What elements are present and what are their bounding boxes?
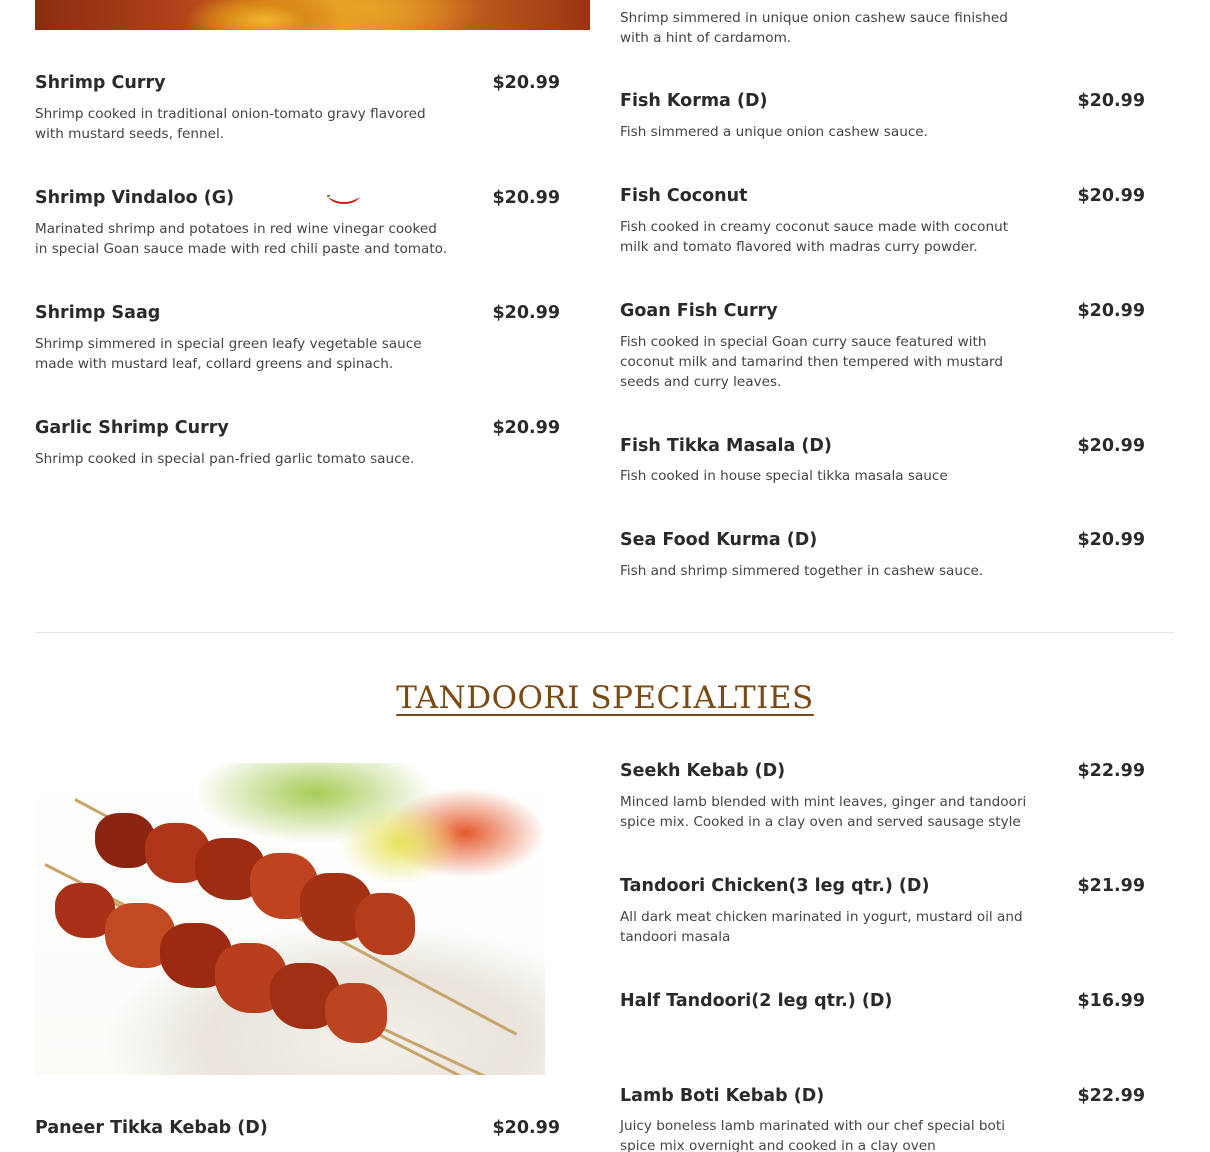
item-name: Seekh Kebab (D)	[620, 761, 786, 781]
item-description: Fish cooked in special Goan curry sauce featured with coconut milk and tamarind then tempered with mustard seeds and curry leaves.	[620, 334, 1004, 390]
item-name: Fish Tikka Masala (D)	[620, 436, 832, 456]
item-description: Fish cooked in house special tikka masala sauce	[620, 468, 948, 484]
item-price: $20.99	[1077, 530, 1145, 550]
item-name: Fish Coconut	[620, 186, 748, 206]
item-description: Fish cooked in creamy coconut sauce made with coconut milk and tomato flavored with madras curry powder.	[620, 219, 1009, 255]
item-price: $20.99	[492, 1118, 560, 1138]
item-price: $22.99	[1077, 1086, 1145, 1106]
item-name: Lamb Boti Kebab (D)	[620, 1086, 825, 1106]
item-description: Shrimp cooked in special pan-fried garlic tomato sauce.	[35, 451, 415, 467]
item-price: $20.99	[1077, 186, 1145, 206]
item-price: $20.99	[492, 418, 560, 438]
item-price: $16.99	[1077, 991, 1145, 1011]
dish-photo-tandoori	[35, 763, 545, 1075]
item-name: Garlic Shrimp Curry	[35, 418, 229, 438]
item-description: All dark meat chicken marinated in yogurt, mustard oil and tandoori masala	[620, 909, 1023, 945]
item-description: Minced lamb blended with mint leaves, ginger and tandoori spice mix. Cooked in a clay oven and served sausage style	[620, 794, 1027, 830]
item-description: Fish and shrimp simmered together in cashew sauce.	[620, 563, 984, 579]
item-description: Juicy boneless lamb marinated with our chef special boti spice mix overnight and cooked in a clay oven	[620, 1118, 1005, 1152]
item-price: $20.99	[1077, 436, 1145, 456]
section-title	[0, 680, 1210, 716]
item-name: Tandoori Chicken(3 leg qtr.) (D)	[620, 876, 930, 896]
item-description: Fish simmered a unique onion cashew sauce.	[620, 124, 928, 140]
item-name: Shrimp Curry	[35, 73, 166, 93]
item-price: $21.99	[1077, 876, 1145, 896]
section-divider	[35, 632, 1175, 633]
item-price: $20.99	[492, 303, 560, 323]
item-name: Shrimp Saag	[35, 303, 161, 323]
item-description: Shrimp simmered in unique onion cashew sauce finished with a hint of cardamom.	[620, 10, 1008, 46]
chili-pepper-icon	[327, 195, 361, 205]
item-price: $20.99	[492, 188, 560, 208]
item-description: Marinated shrimp and potatoes in red wine vinegar cooked in special Goan sauce made with red chili paste and tomato.	[35, 221, 448, 257]
item-description: Shrimp simmered in special green leafy vegetable sauce made with mustard leaf, collard greens and spinach.	[35, 336, 422, 372]
item-name: Goan Fish Curry	[620, 301, 778, 321]
item-name: Fish Korma (D)	[620, 91, 768, 111]
item-name: Shrimp Vindaloo (G)	[35, 188, 235, 208]
item-name: Paneer Tikka Kebab (D)	[35, 1118, 268, 1138]
item-price: $20.99	[1077, 91, 1145, 111]
item-name: Half Tandoori(2 leg qtr.) (D)	[620, 991, 893, 1011]
item-price: $20.99	[1077, 301, 1145, 321]
item-price: $22.99	[1077, 761, 1145, 781]
section-title-text: TANDOORI SPECIALTIES	[396, 680, 814, 716]
item-description: Shrimp cooked in traditional onion-tomato gravy flavored with mustard seeds, fennel.	[35, 106, 426, 142]
item-price: $20.99	[492, 73, 560, 93]
item-name: Sea Food Kurma (D)	[620, 530, 818, 550]
dish-photo-top	[35, 0, 590, 30]
